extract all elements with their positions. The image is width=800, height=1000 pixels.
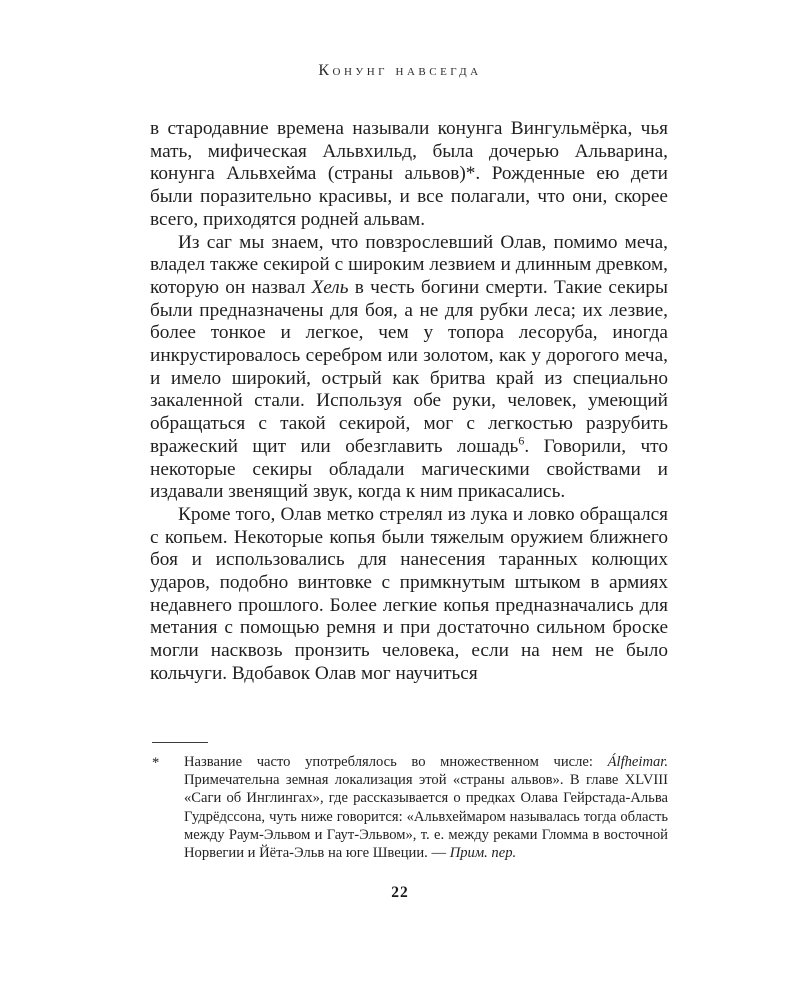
footnote <box>150 753 668 862</box>
paragraph-text: Из саг мы знаем, что повзрослевший Олав, помимо меча, владел также секирой с широким лезвием и длинным древком, которую он назвал <box>150 231 668 298</box>
endnote-reference: 6 <box>518 433 525 448</box>
footnote-text: Название часто употреблялось во множественном числе: <box>184 754 608 770</box>
body-text-block <box>150 118 668 686</box>
weapon-name-italic: Хель <box>311 276 349 298</box>
page-number: 22 <box>391 884 409 901</box>
footnote-divider <box>152 742 208 743</box>
running-head: Конунг навсегда <box>318 62 482 79</box>
footnote-marker: * <box>152 755 160 771</box>
body-paragraph <box>150 232 668 504</box>
footnote-term-italic: Álfheimar. <box>607 754 668 770</box>
paragraph-text: . Говорили, что некоторые секиры обладали магическими свойствами и издавали звенящий звук, когда к ним прикасались. <box>150 435 668 503</box>
footnote-attribution-italic: Прим. пер. <box>449 845 517 862</box>
body-paragraph: Кроме того, Олав метко стрелял из лука и ловко обращался с копьем. Некоторые копья были тяжелым оружием ближнего боя и использовались для нанесения таранных колющих ударов, подобно винтовке с примкнутым штыком в армиях недавнего прошлого. Более легкие копья предназначались для метания с помощью ремня и при достаточно сильном броске могли насквозь пронзить человека, если на нем не было кольчуги. Вдобавок Олав мог научиться <box>150 503 668 684</box>
footnote-area <box>150 742 668 862</box>
footnote-text: Примечательна земная локализация этой «страны альвов». В главе XLVIII «Саги об Инглингах», где рассказывается о предках Олава Гейрстада-Альва Гудрёдссона, чуть ниже говорится: «Альвхеймаром называлась тогда область между Раум-Эльвом и Гаут-Эльвом», т. е. между реками Гломма в восточной Норвегии и Йёта-Эльв на юге Швеции. — <box>184 772 668 862</box>
body-paragraph: в стародавние времена называли конунга Вингульмёрка, чья мать, мифическая Альвхильд, была дочерью Альварина, конунга Альвхейма (страны альвов)*. Рожденные ею дети были поразительно красивы, и все полагали, что они, скорее всего, приходятся родней альвам. <box>150 118 668 230</box>
paragraph-text: в честь богини смерти. Такие секиры были предназначены для боя, а не для рубки леса; их лезвие, более тонкое и легкое, чем у топора лесоруба, иногда инкрустировалось серебром или золотом, как у дорогого меча, и имело широкий, острый как бритва край из специально закаленной стали. Используя обе руки, человек, умеющий обращаться с такой секирой, мог с легкостью разрубить вражеский щит или обезглавить лошадь <box>150 276 668 457</box>
